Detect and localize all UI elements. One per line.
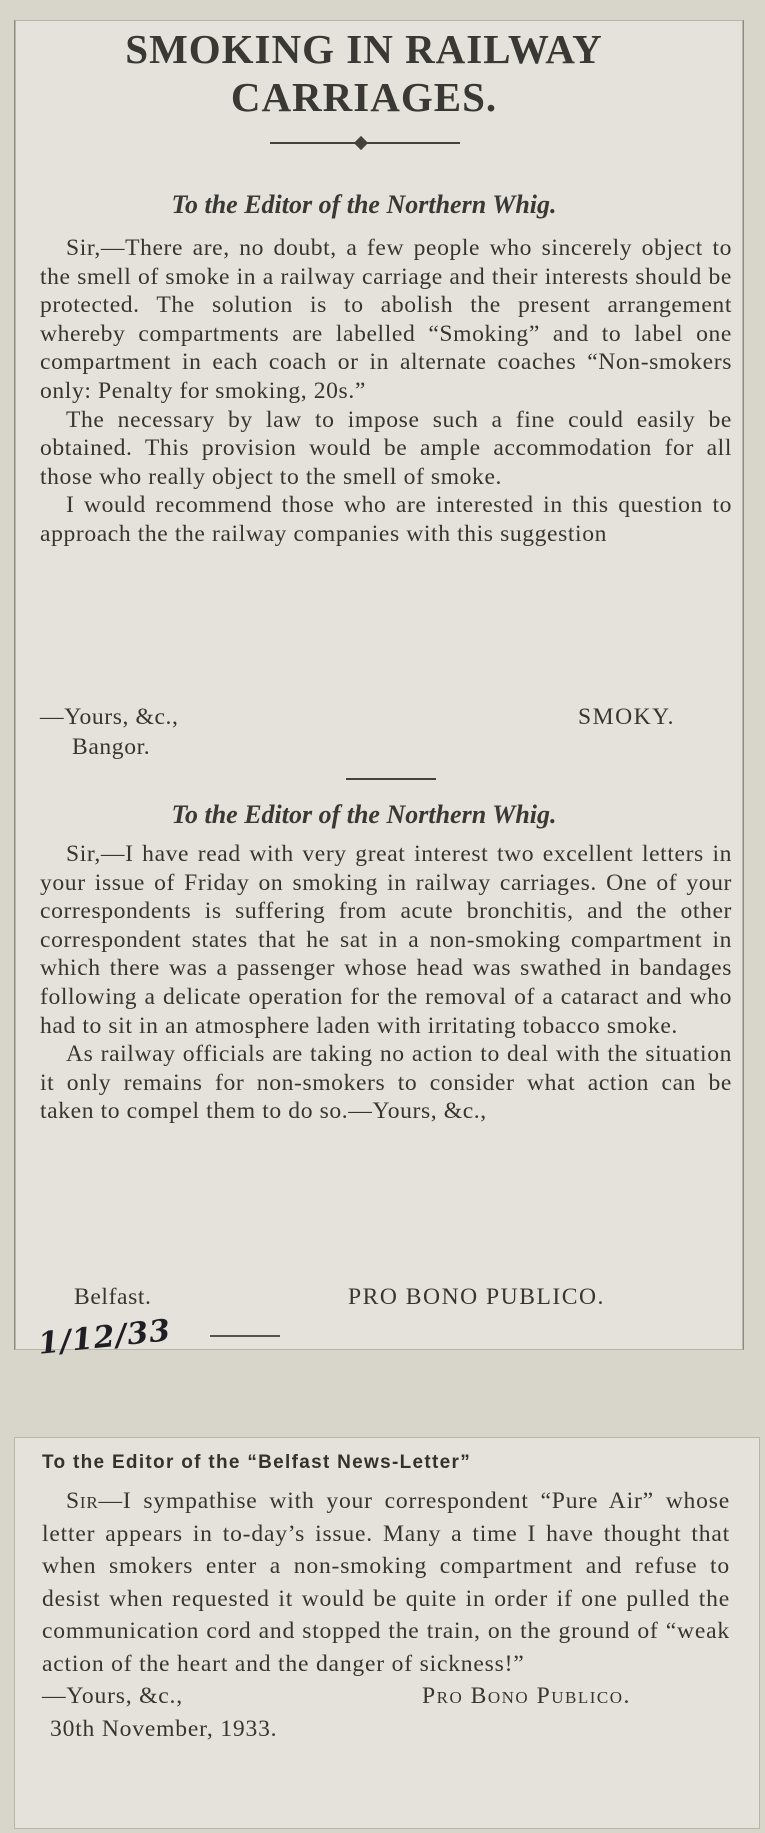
letter1-paragraph-1: Sir,—There are, no doubt, a few people who sincerely object to the smell of smoke in a railway carriage and their interests should be protected. The solution is to abolish the present arrangement whereby compartments are labelled “Smoking” and to label one compartment in each coach or in alternate coaches “Non-smokers only: Penalty for smoking, 20s.” bbox=[40, 235, 732, 404]
letter3-salutation: Sir bbox=[66, 1488, 99, 1514]
letter2-body bbox=[40, 840, 732, 1126]
separator-rule bbox=[346, 778, 436, 780]
letter1-signature: SMOKY. bbox=[578, 704, 676, 730]
letter2-paragraph-1: Sir,—I have read with very great interest two excellent letters in your issue of Friday on smoking in railway carriages. One of your correspondents is suffering from acute bronchitis, and the other correspondent states that he sat in a non-smoking compartment in which there was a passenger whose head was swathed in bandages following a delicate operation for the removal of a cataract and who had to sit in an atmosphere laden with irritating tobacco smoke. bbox=[40, 841, 732, 1039]
letter2-editor-line: To the Editor of the Northern Whig. bbox=[171, 800, 557, 829]
handwritten-date: 1/12/33 bbox=[36, 1313, 173, 1362]
headline-line-2: CARRIAGES. bbox=[230, 74, 498, 120]
letter1-closing: —Yours, &c., bbox=[40, 704, 179, 730]
letter3-signature: Pro Bono Publico. bbox=[422, 1683, 631, 1709]
headline-line-1: SMOKING IN RAILWAY bbox=[125, 26, 603, 72]
letter3-text: —I sympathise with your correspondent “Pure Air” whose letter appears in to-day’s issue. Many a time I have thought that when smokers enter a non-smoking compartment and refuse to desist when requested it would be quite in order if one pulled the communication cord and stopped the train, on the ground of “weak action of the heart and the danger of sickness!” bbox=[42, 1488, 730, 1677]
letter1-editor-line: To the Editor of the Northern Whig. bbox=[171, 190, 557, 219]
letter3-date: 30th November, 1933. bbox=[50, 1715, 278, 1742]
letter2-place: Belfast. bbox=[74, 1284, 152, 1310]
ornament-rule bbox=[270, 142, 460, 144]
letter1-paragraph-2: The necessary by law to impose such a fine could easily be obtained. This provision would be ample accommodation for all those who really object to the smell of smoke. bbox=[40, 406, 732, 490]
letter3-body bbox=[42, 1485, 730, 1745]
letter2-paragraph-2: As railway officials are taking no action to deal with the situation it only remains for non-smokers to consider what action can be taken to compel them to do so.—Yours, &c., bbox=[40, 1041, 732, 1125]
letter1-place: Bangor. bbox=[72, 734, 151, 760]
letter2-signature: PRO BONO PUBLICO. bbox=[348, 1284, 605, 1310]
letter1-body bbox=[40, 234, 732, 549]
letter3-closing: —Yours, &c., bbox=[42, 1683, 183, 1709]
letter1-paragraph-3: I would recommend those who are interested in this question to approach the the railway companies with this suggestion bbox=[40, 492, 732, 547]
letter3-editor-line: To the Editor of the “Belfast News-Letter” bbox=[42, 1452, 471, 1473]
handwritten-rule bbox=[210, 1335, 280, 1337]
